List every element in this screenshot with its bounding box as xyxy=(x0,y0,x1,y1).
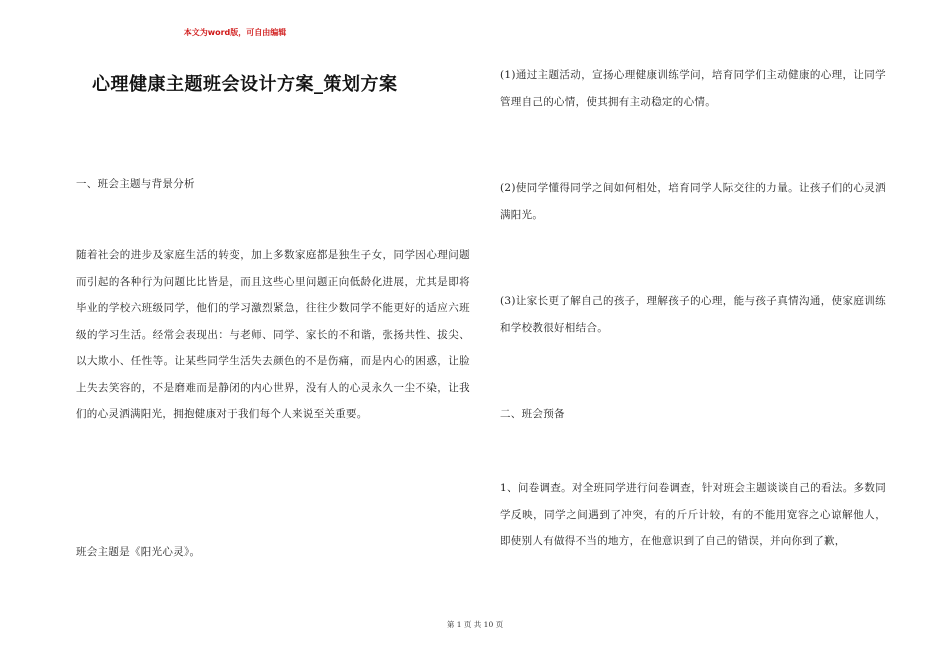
preparation-item-1 xyxy=(500,475,886,555)
section-heading-theme xyxy=(76,171,470,198)
paragraph-text: 随着社会的进步及家庭生活的转变，加上多数家庭都是独生子女，同学因心理问题而引起的各种行为问题比比皆是，而且这些心里问题正向低龄化进展，尤其是即将毕业的学校六班级同学，他们的学习激烈紧急，往往少数同学不能更好的适应六班级的学习生活。经常会表现出：与老师、同学、家长的不和谐，张扬共性、拔尖、以大欺小、任性等。让某些同学生活失去颜色的不是伤痛，而是内心的困惑，让脸上失去笑容的，不是磨难而是静闭的内心世界，没有人的心灵永久一尘不染，让我们的心灵洒满阳光，拥抱健康对于我们每个人来说至关重要。 xyxy=(76,249,470,420)
goal-3 xyxy=(500,288,886,341)
theme-statement xyxy=(76,539,470,566)
heading-text: 一、班会主题与背景分析 xyxy=(76,178,195,190)
paragraph-text: 1、问卷调查。对全班同学进行问卷调查，针对班会主题谈谈自己的看法。多数同学反映，同学之间遇到了冲突，有的斤斤计较，有的不能用宽容之心谅解他人，即使别人有做得不当的地方，在他意识到了自己的错误，并向你到了歉， xyxy=(500,482,886,547)
page-number: 第 1 页 共 10 页 xyxy=(446,620,504,629)
goal-1 xyxy=(500,62,886,115)
editable-banner: 本文为word版，可自由编辑 xyxy=(183,28,287,37)
paragraph-text: (2)使同学懂得同学之间如何相处，培育同学人际交往的力量。让孩子们的心灵洒满阳光。 xyxy=(500,182,886,221)
background-paragraph xyxy=(76,242,470,428)
goal-2 xyxy=(500,175,886,228)
paragraph-text: (1)通过主题活动，宣扬心理健康训练学问，培育同学们主动健康的心理，让同学管理自己的心情，使其拥有主动稳定的心情。 xyxy=(500,69,886,108)
section-heading-preparation xyxy=(500,401,886,428)
paragraph-text: 班会主题是《阳光心灵》。 xyxy=(76,546,201,558)
paragraph-text: (3)让家长更了解自己的孩子，理解孩子的心理，能与孩子真情沟通，使家庭训练和学校教很好相结合。 xyxy=(500,295,886,334)
document-title: 心理健康主题班会设计方案_策划方案 xyxy=(92,74,398,95)
heading-text: 二、班会预备 xyxy=(500,408,565,420)
